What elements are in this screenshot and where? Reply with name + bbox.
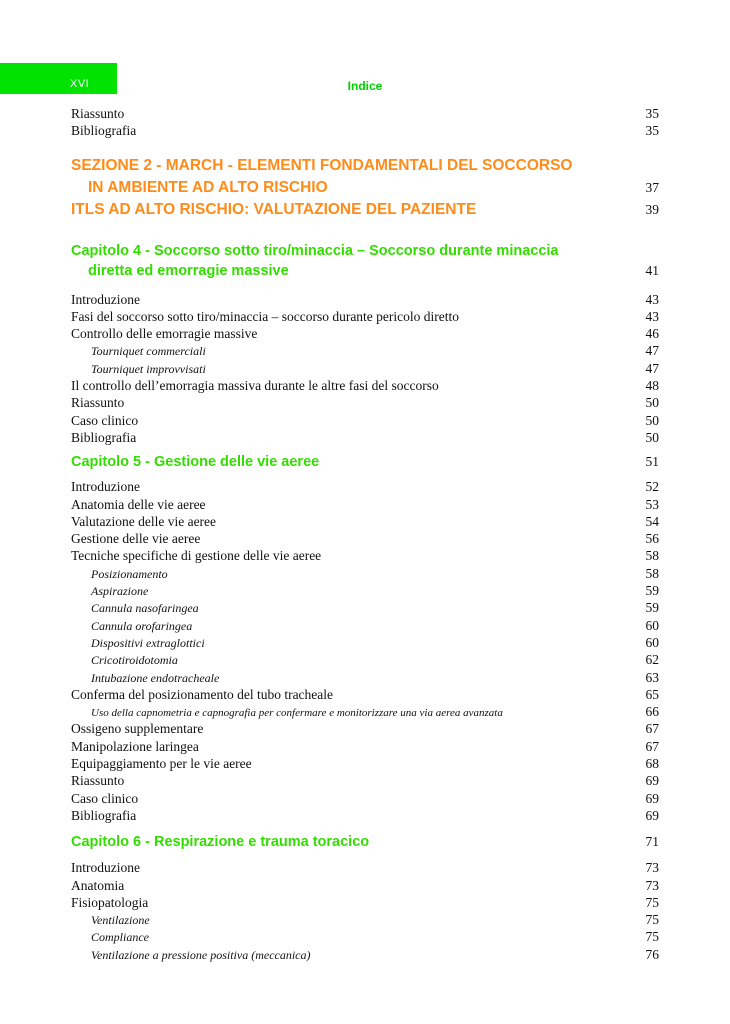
toc-entry[interactable]: Introduzione 52 <box>71 479 659 495</box>
toc-subentry[interactable]: Intubazione endotracheale 63 <box>91 669 659 685</box>
toc-subentry[interactable]: Ventilazione 75 <box>91 912 659 928</box>
chapter-6-heading[interactable] <box>71 832 659 852</box>
toc-entry-bibliografia[interactable] <box>71 122 659 139</box>
chapter-5-entries <box>71 478 659 824</box>
toc-subentry[interactable]: Ventilazione a pressione positiva (meccanica) 76 <box>91 946 659 962</box>
toc-subentry[interactable]: Aspirazione 59 <box>91 583 659 599</box>
toc-entry[interactable]: Valutazione delle vie aeree 54 <box>71 513 659 529</box>
chapter-5-page: 51 <box>645 454 659 470</box>
toc-subentry[interactable]: Cricotiroidotomia 62 <box>91 652 659 668</box>
toc-entry[interactable]: Anatomia 73 <box>71 877 659 893</box>
toc-entry[interactable]: Riassunto 69 <box>71 773 659 789</box>
section-2-heading[interactable] <box>71 155 659 199</box>
toc-entry[interactable]: Controllo delle emorragie massive 46 <box>71 326 659 342</box>
toc-entry[interactable]: Conferma del posizionamento del tubo tracheale 65 <box>71 686 659 702</box>
chapter-4-heading[interactable] <box>71 241 659 281</box>
toc-entry[interactable]: Tecniche specifiche di gestione delle vie aeree 58 <box>71 548 659 564</box>
toc-subentry[interactable]: Dispositivi extraglottici 60 <box>91 634 659 650</box>
toc-entry[interactable]: Manipolazione laringea 67 <box>71 738 659 754</box>
itls-title: ITLS AD ALTO RISCHIO: VALUTAZIONE DEL PAZIENTE <box>71 200 477 218</box>
toc-entry[interactable]: Bibliografia 50 <box>71 429 659 445</box>
chapter-5-heading[interactable] <box>71 452 659 472</box>
running-header-title: Indice <box>347 79 383 93</box>
toc-subentry[interactable]: Tourniquet commerciali 47 <box>91 343 659 359</box>
toc-entry[interactable]: Caso clinico 69 <box>71 790 659 806</box>
chapter-4-title: Capitolo 4 - Soccorso sotto tiro/minaccia – Soccorso durante minaccia diretta ed emorragie massive <box>71 242 559 279</box>
toc-subentry[interactable]: Compliance 75 <box>91 929 659 945</box>
toc-entry[interactable]: Equipaggiamento per le vie aeree 68 <box>71 756 659 772</box>
table-of-contents <box>71 105 659 963</box>
toc-entry[interactable]: Riassunto 50 <box>71 395 659 411</box>
toc-entry-page: 35 <box>645 106 659 121</box>
toc-entry[interactable]: Ossigeno supplementare 67 <box>71 721 659 737</box>
toc-entry-riassunto[interactable] <box>71 105 659 122</box>
chapter-6-title: Capitolo 6 - Respirazione e trauma toracico <box>71 834 370 851</box>
chapter-5-title: Capitolo 5 - Gestione delle vie aeree <box>71 454 320 471</box>
toc-subentry[interactable]: Cannula nasofaringea 59 <box>91 600 659 616</box>
toc-entry[interactable]: Caso clinico 50 <box>71 412 659 428</box>
toc-entry-page: 35 <box>645 123 659 139</box>
toc-subentry[interactable]: Posizionamento 58 <box>91 565 659 581</box>
chapter-4-entries <box>71 291 659 447</box>
toc-entry[interactable]: Gestione delle vie aeree 56 <box>71 531 659 547</box>
toc-entry[interactable]: Introduzione 73 <box>71 860 659 876</box>
toc-entry[interactable]: Fisiopatologia 75 <box>71 894 659 910</box>
section-2-title: SEZIONE 2 - MARCH - ELEMENTI FONDAMENTALI DEL SOCCORSO IN AMBIENTE AD ALTO RISCHIO <box>71 156 573 196</box>
toc-subentry[interactable]: Uso della capnometria e capnografia per confermare e monitorizzare una via aerea avanzata 66 <box>91 704 659 720</box>
chapter-6-entries <box>71 859 659 963</box>
itls-heading[interactable] <box>71 199 659 221</box>
toc-entry-label: Bibliografia <box>71 123 137 139</box>
toc-entry[interactable]: Bibliografia 69 <box>71 807 659 823</box>
section-2-page: 37 <box>645 179 659 195</box>
chapter-6-page: 71 <box>645 834 659 850</box>
itls-page: 39 <box>645 201 659 217</box>
toc-entry[interactable]: Introduzione 43 <box>71 291 659 307</box>
toc-subentry[interactable]: Cannula orofaringea 60 <box>91 617 659 633</box>
page-number: XVI <box>70 78 90 90</box>
toc-entry[interactable]: Anatomia delle vie aeree 53 <box>71 496 659 512</box>
toc-entry[interactable]: Fasi del soccorso sotto tiro/minaccia – soccorso durante pericolo diretto 43 <box>71 308 659 324</box>
toc-entry[interactable]: Il controllo dell’emorragia massiva durante le altre fasi del soccorso 48 <box>71 378 659 394</box>
chapter-4-page: 41 <box>645 262 659 278</box>
toc-subentry[interactable]: Tourniquet improvvisati 47 <box>91 360 659 376</box>
toc-entry-label: Riassunto <box>71 106 125 121</box>
